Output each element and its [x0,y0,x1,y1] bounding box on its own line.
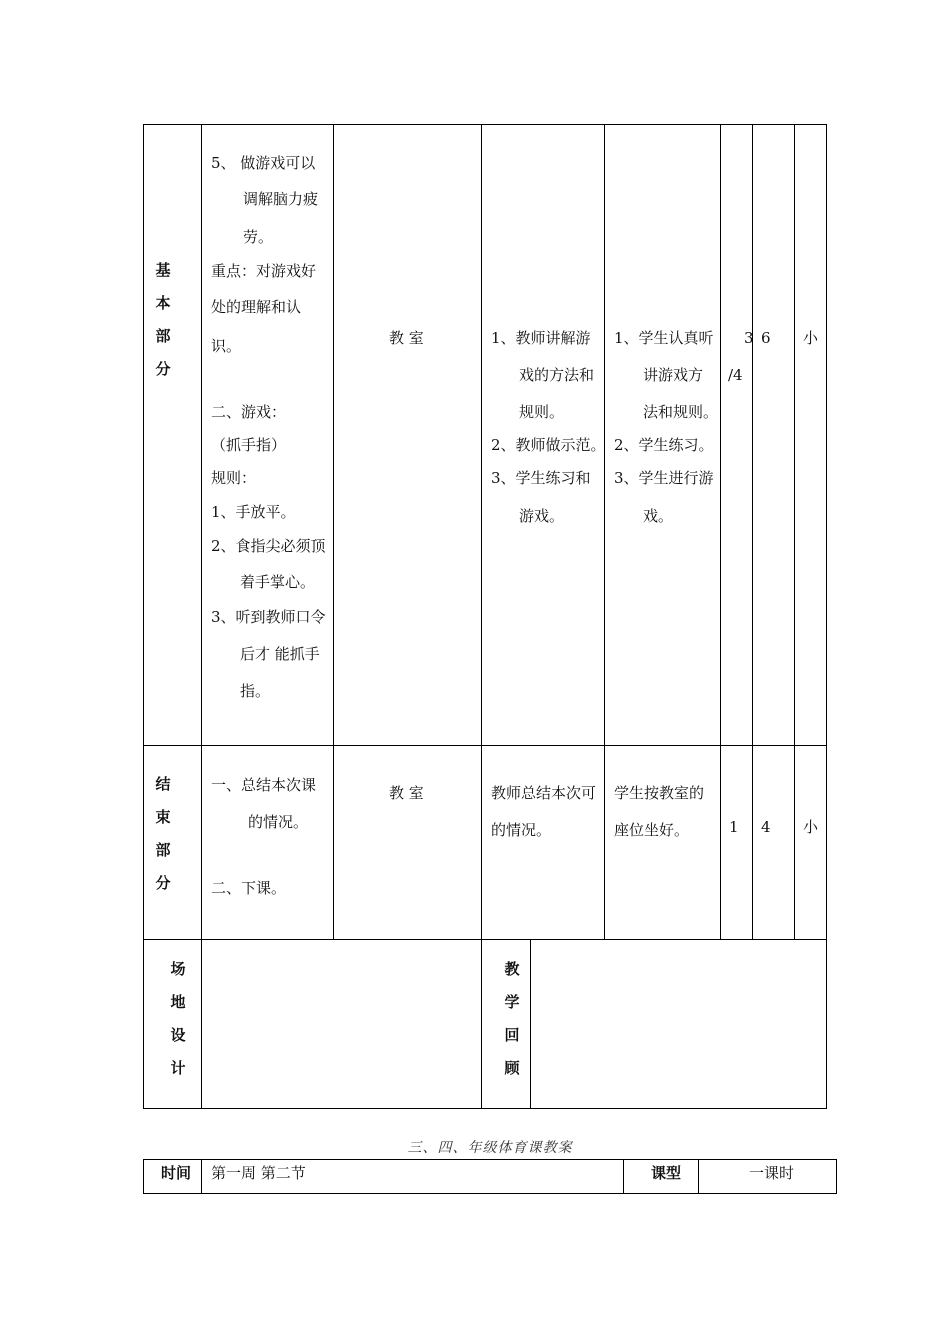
teacher-line: 规则。 [519,403,565,421]
student-line: 讲游戏方 [643,366,704,384]
col-divider [720,124,721,939]
label-char: 设 [170,1026,186,1044]
time-value: 第一周 第二节 [211,1164,306,1182]
label-char: 计 [170,1059,186,1077]
table-border-top [143,124,827,125]
rule-line: 2、食指尖必须顶 [211,537,326,555]
place-cell [389,784,424,802]
intensity-cell: 小 [803,329,819,347]
teaching-review-label [502,953,522,1085]
table-border-left [143,1159,144,1194]
label-char: 地 [170,993,186,1011]
label-char: 顾 [504,1059,520,1077]
key-point-line: 识。 [211,337,242,355]
section-char: 分 [155,874,171,892]
teaching-review-cell [531,940,826,1108]
rule-line: 后才 能抓手 [240,645,320,663]
content-line: 5、 做游戏可以 [211,154,316,172]
times-cell-fraction: /4 [728,366,743,384]
table-border-top [143,1159,837,1160]
section-char: 束 [155,808,171,826]
game-name: （抓手指） [211,436,287,454]
student-line: 2、学生练习。 [614,436,714,454]
duration-cell: 4 [761,818,771,836]
teacher-line: 游戏。 [519,507,565,525]
section-label-basic [153,254,173,386]
teacher-line: 戏的方法和 [519,366,595,384]
teacher-line: 的情况。 [491,821,552,839]
section-label-ending [153,768,173,900]
rule-line: 指。 [240,682,271,700]
lesson-type-value: 一课时 [749,1164,795,1182]
place-text: 教 室 [389,784,424,802]
teacher-line: 教师总结本次可 [491,784,597,802]
content-line: 二、下课。 [211,879,287,897]
table-border-left [143,124,144,1109]
rules-heading: 规则： [211,469,257,487]
content-line: 调解脑力疲 [243,190,319,208]
col-divider [201,1159,202,1194]
content-line: 劳。 [243,228,274,246]
col-divider [794,124,795,939]
section-char: 部 [155,327,171,345]
teacher-line: 2、教师做示范。 [491,436,606,454]
time-label: 时间 [161,1164,192,1182]
student-line: 3、学生进行游 [614,469,714,487]
rule-line: 着手掌心。 [240,573,316,591]
teacher-line: 1、教师讲解游 [491,329,591,347]
intensity-cell: 小 [803,818,819,836]
col-divider [752,124,753,939]
label-char: 场 [170,960,186,978]
venue-design-label [168,953,188,1085]
student-line: 学生按教室的 [614,784,705,802]
key-point-line: 处的理解和认 [211,298,302,316]
section-char: 基 [155,261,171,279]
rule-line: 3、听到教师口令 [211,608,326,626]
table-border-bottom [143,1193,837,1194]
label-char: 教 [504,960,520,978]
section-char: 部 [155,841,171,859]
table-border-right [836,1159,837,1194]
student-line: 法和规则。 [643,403,719,421]
section-char: 结 [155,775,171,793]
student-line: 戏。 [643,507,674,525]
table-border-bottom [143,1108,827,1109]
col-divider [333,124,334,939]
lesson-type-label: 课型 [651,1164,682,1182]
duration-cell: 6 [761,329,771,347]
table-border-right [826,124,827,1109]
student-line: 1、学生认真听 [614,329,714,347]
label-char: 学 [504,993,520,1011]
teacher-line: 3、学生练习和 [491,469,591,487]
venue-design-cell [202,940,481,1108]
label-char: 回 [504,1026,520,1044]
col-divider [481,124,482,1109]
section-char: 本 [155,294,171,312]
content-line: 的情况。 [248,813,309,831]
col-divider [623,1159,624,1194]
times-cell: 1 [729,818,739,836]
col-divider [698,1159,699,1194]
content-line: 一、总结本次课 [211,776,317,794]
place-cell: 教 室 [389,329,424,347]
times-cell: 3 [744,329,754,347]
student-line: 座位坐好。 [614,821,690,839]
col-divider [604,124,605,939]
lesson-plan-caption: 三、四、年级体育课教案 [407,1140,573,1156]
row-divider [143,745,827,746]
rule-line: 1、手放平。 [211,503,296,521]
game-heading: 二、游戏： [211,403,287,421]
key-point-line: 重点：对游戏好 [211,262,317,280]
section-char: 分 [155,360,171,378]
